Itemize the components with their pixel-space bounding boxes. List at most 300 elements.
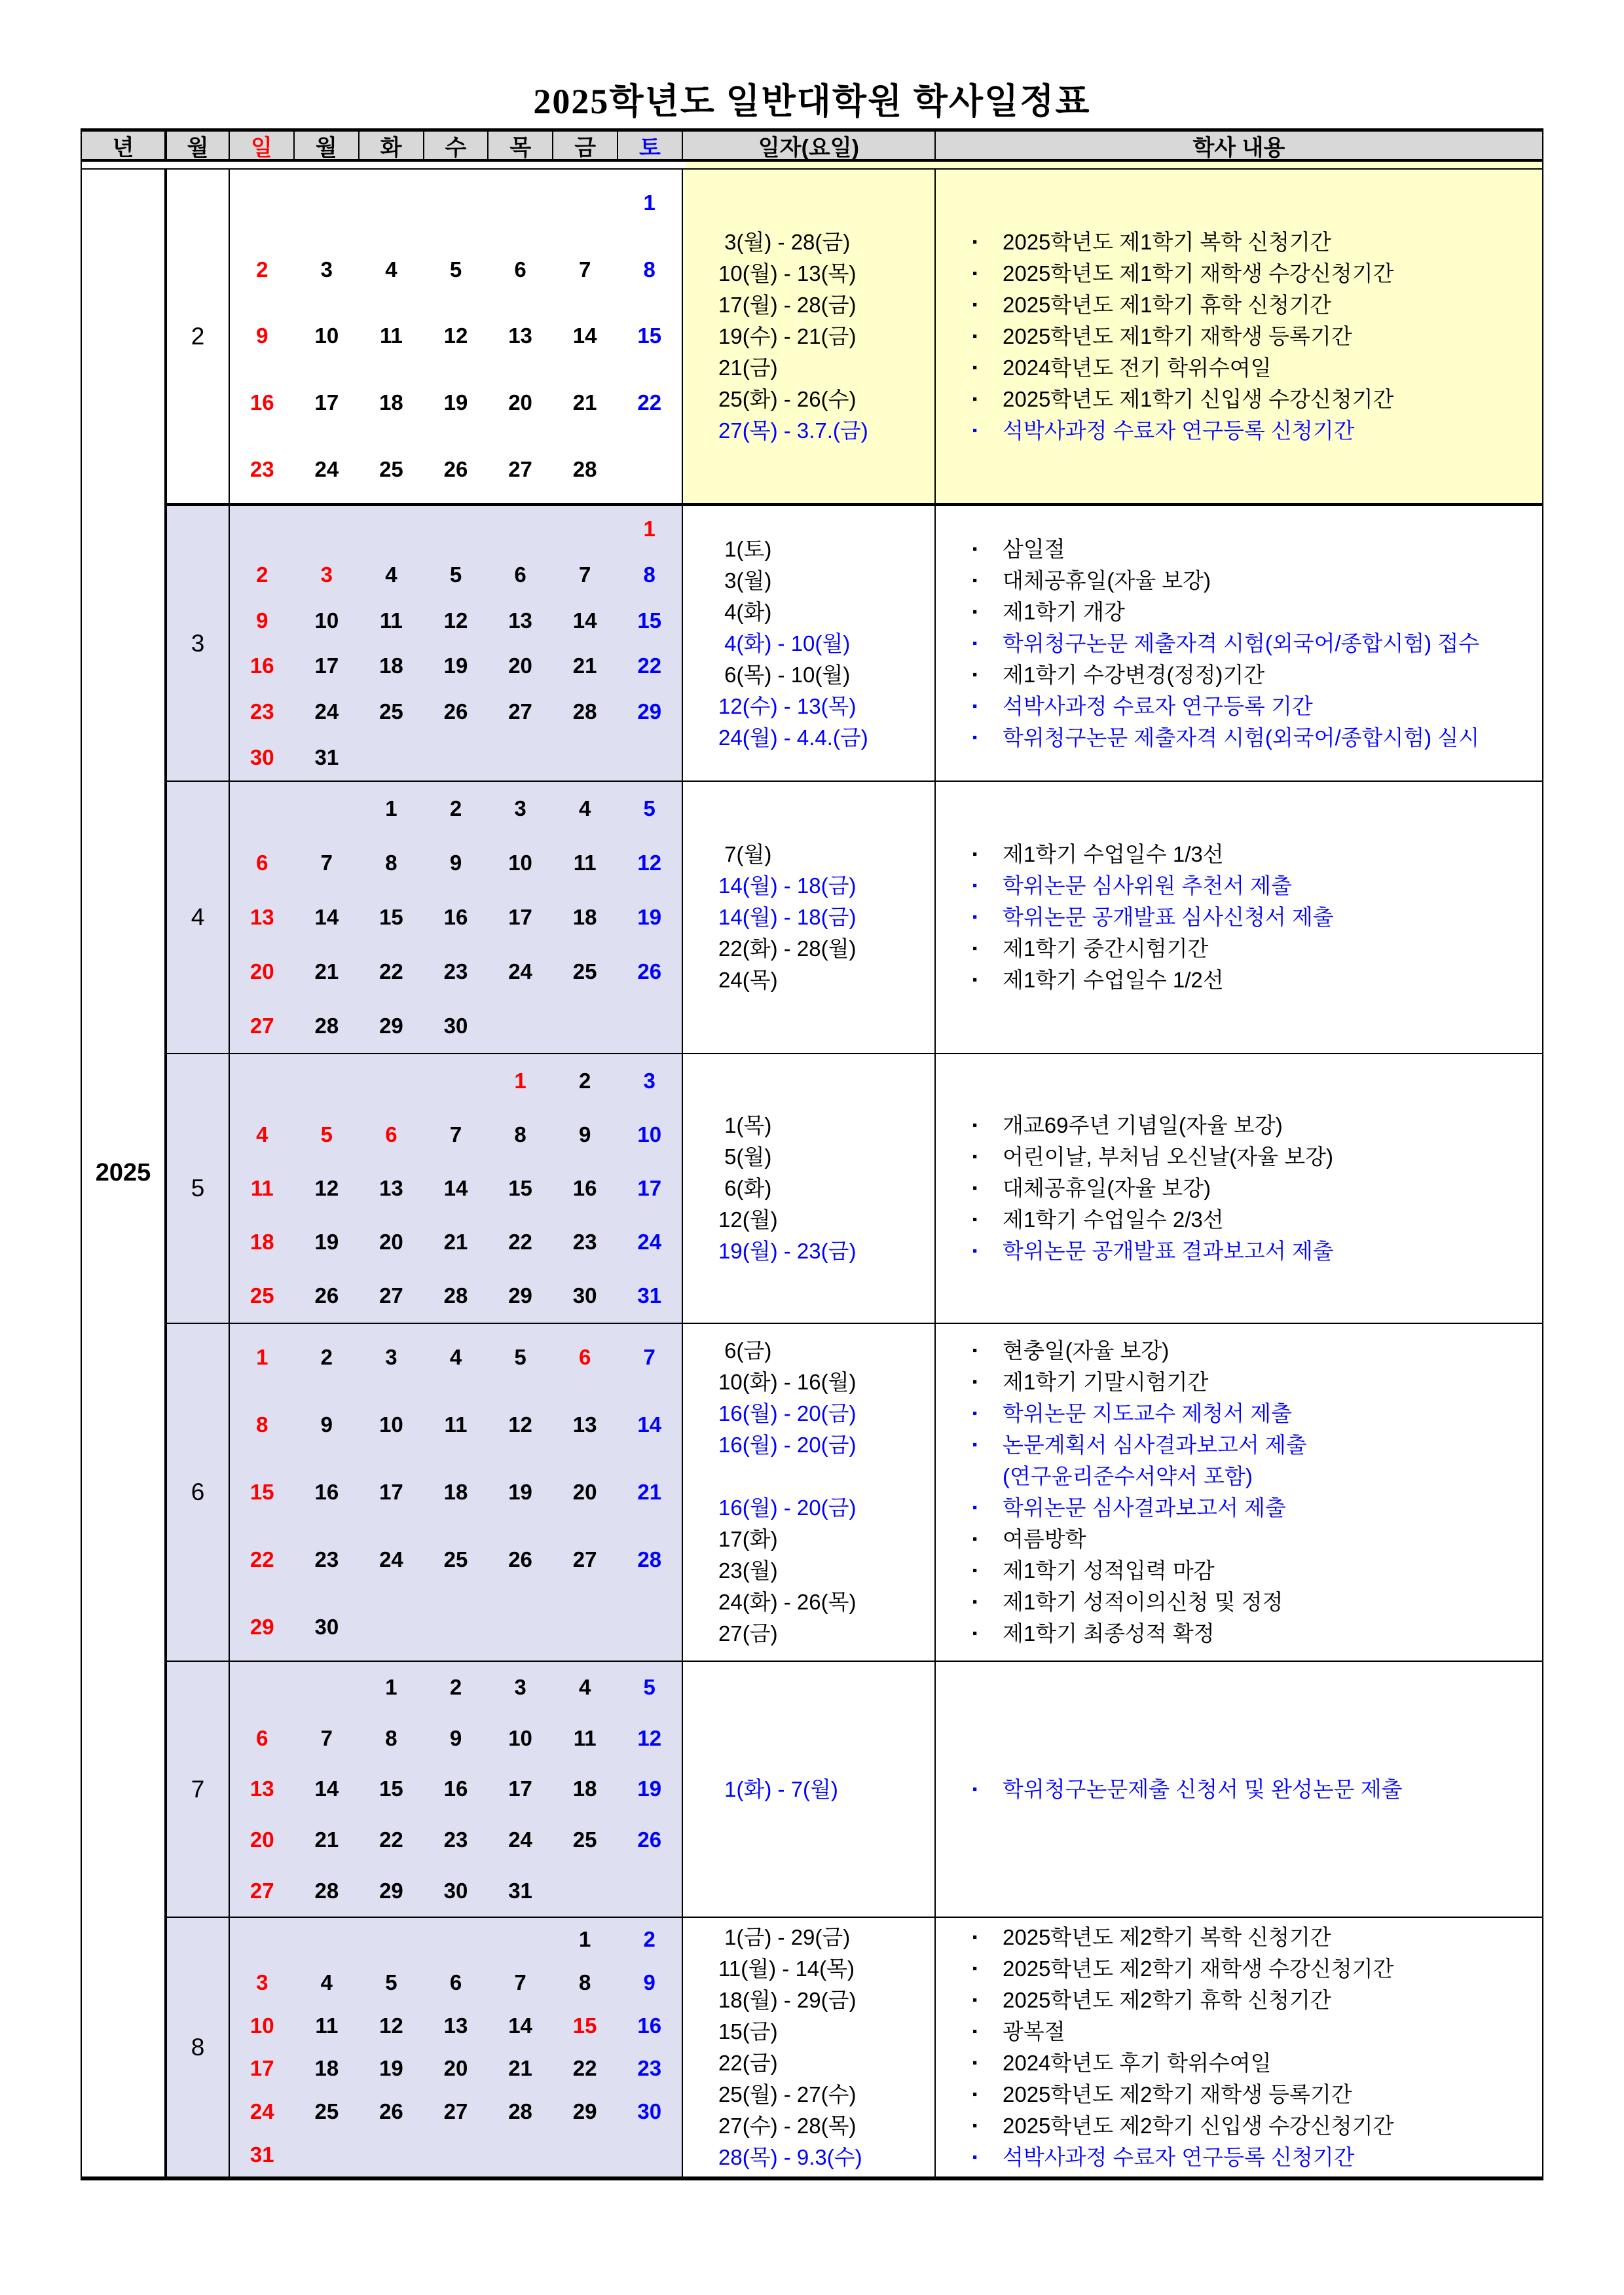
schedule-content (936, 2110, 1542, 2142)
calendar-day: 1 (385, 1674, 397, 1699)
calendar-day: 25 (572, 959, 597, 983)
months-column (167, 170, 1542, 2176)
calendar-day: 26 (379, 2099, 403, 2124)
calendar-day-empty (553, 506, 618, 552)
month-label: 8 (167, 1918, 230, 2176)
calendar-day: 13 (508, 608, 532, 633)
calendar-day: 12 (637, 851, 662, 875)
schedule-text: 학위논문 공개발표 결과보고서 제출 (1003, 1239, 1334, 1263)
calendar-day: 10 (508, 1725, 532, 1750)
calendar-day: 12 (379, 2013, 403, 2038)
calendar-day: 7 (449, 1122, 462, 1147)
mini-calendar (230, 506, 683, 780)
schedule-date: 10(화) - 16(월) (718, 1370, 857, 1394)
schedule-row (683, 321, 1542, 352)
calendar-day: 11 (444, 1412, 468, 1437)
schedule-text: 제1학기 최종성적 확정 (1003, 1621, 1215, 1645)
calendar-day: 30 (314, 1614, 339, 1639)
calendar-day: 2 (643, 1926, 655, 1951)
schedule-date: 15(금) (718, 2019, 778, 2044)
schedule-line (972, 2079, 1536, 2110)
schedule-line (972, 839, 1536, 870)
schedule-row (683, 902, 1542, 933)
schedule-date: 1(화) - 7(월) (718, 1776, 838, 1801)
calendar-day: 15 (572, 2013, 597, 2038)
calendar-day: 3 (643, 1069, 655, 1093)
schedule-section (683, 1054, 1542, 1323)
calendar-day: 20 (249, 1827, 274, 1852)
schedule-date: 1(토) (718, 536, 772, 561)
calendar-day: 21 (443, 1230, 468, 1254)
schedule-text: 제1학기 수강변경(정정)기간 (1003, 662, 1265, 687)
schedule-text: 2025학년도 제2학기 재학생 등록기간 (1003, 2082, 1352, 2106)
schedule-row (683, 2142, 1542, 2173)
schedule-text: 2025학년도 제2학기 복학 신청기간 (1003, 1924, 1331, 1949)
schedule-row (683, 1922, 1542, 1953)
schedule-date: 1(금) - 29(금) (718, 1924, 851, 1949)
calendar-day: 20 (572, 1479, 597, 1504)
calendar-day-empty (424, 170, 489, 236)
schedule-content (936, 1110, 1542, 1141)
schedule-row (683, 384, 1542, 415)
schedule-text: 제1학기 기말시험기간 (1003, 1370, 1209, 1394)
calendar-day: 26 (443, 457, 468, 482)
schedule-content (936, 659, 1542, 691)
mini-calendar (230, 1918, 683, 2176)
calendar-day: 8 (643, 562, 655, 587)
calendar-day: 16 (314, 1479, 339, 1504)
calendar-grid (230, 1918, 682, 2176)
schedule-line (972, 597, 1536, 628)
schedule-content (936, 933, 1542, 964)
calendar-day: 14 (314, 1776, 339, 1801)
schedule-line (972, 1555, 1536, 1587)
schedule-date: 16(월) - 20(금) (718, 1433, 857, 1457)
bullet-icon: ▪ (972, 729, 978, 745)
calendar-day-empty (359, 1918, 424, 1961)
calendar-day: 16 (572, 1176, 597, 1200)
calendar-day: 10 (508, 851, 532, 875)
calendar-day-empty (359, 1054, 424, 1108)
schedule-content (936, 964, 1542, 996)
calendar-day: 16 (637, 2013, 662, 2038)
month-label: 6 (167, 1324, 230, 1661)
schedule-text: 어린이날, 부처님 오신날(자율 보강) (1003, 1145, 1333, 1169)
schedule-list (683, 1335, 1542, 1649)
schedule-line (972, 1110, 1536, 1141)
schedule-text: 제1학기 성적이의신청 및 정정 (1003, 1590, 1283, 1614)
schedule-row (683, 1335, 1542, 1367)
date-content-divider (934, 1324, 936, 1661)
calendar-grid (230, 1054, 682, 1323)
calendar-day: 19 (443, 390, 468, 415)
schedule-section (683, 1918, 1542, 2176)
schedule-list (683, 534, 1542, 754)
calendar-day: 25 (572, 1827, 597, 1852)
schedule-line (972, 1953, 1536, 1985)
schedule-text: 2025학년도 제2학기 신입생 수강신청기간 (1003, 2113, 1394, 2138)
month-row (167, 506, 1542, 782)
schedule-text: 학위논문 지도교수 제청서 제출 (1003, 1401, 1292, 1425)
calendar-day: 7 (643, 1345, 655, 1370)
schedule-list (683, 1922, 1542, 2173)
calendar-day: 17 (314, 653, 339, 678)
bullet-icon: ▪ (972, 667, 978, 682)
calendar-day-empty (295, 170, 360, 236)
calendar-day: 21 (572, 653, 597, 678)
schedule-list (683, 839, 1542, 996)
header-cell-tuesday: 화 (360, 132, 424, 159)
schedule-text: 광복절 (1003, 2019, 1065, 2044)
schedule-date: 12(월) (718, 1207, 778, 1232)
bullet-icon: ▪ (972, 572, 978, 588)
schedule-text: 제1학기 중간시험기간 (1003, 936, 1209, 961)
calendar-day: 17 (508, 904, 532, 929)
schedule-date: 28(목) - 9.3(수) (718, 2144, 862, 2169)
schedule-date: 14(월) - 18(금) (718, 905, 857, 929)
schedule-row (683, 2079, 1542, 2110)
calendar-day: 25 (314, 2099, 339, 2124)
schedule-row (683, 722, 1542, 754)
calendar-day: 18 (379, 653, 403, 678)
bullet-icon: ▪ (972, 297, 978, 312)
calendar-day: 8 (578, 1970, 591, 1994)
calendar-day: 17 (379, 1479, 403, 1504)
calendar-day: 13 (443, 2013, 468, 2038)
calendar-day: 22 (379, 1827, 403, 1852)
calendar-day: 2 (256, 562, 268, 587)
calendar-day: 11 (573, 851, 597, 875)
schedule-text: 석박사과정 수료자 연구등록 신청기간 (1003, 2144, 1355, 2169)
schedule-text: 개교69주년 기념일(자율 보강) (1003, 1113, 1283, 1137)
calendar-day: 7 (578, 562, 591, 587)
schedule-row (683, 870, 1542, 902)
calendar-day: 19 (443, 653, 468, 678)
calendar-day-empty (359, 170, 424, 236)
calendar-day: 2 (449, 1674, 462, 1699)
calendar-day: 13 (249, 1776, 274, 1801)
schedule-list (683, 1110, 1542, 1267)
month-label: 4 (167, 782, 230, 1053)
calendar-day: 18 (314, 2056, 339, 2081)
schedule-row (683, 1985, 1542, 2016)
schedule-date: 17(월) - 28(금) (718, 292, 857, 317)
calendar-day: 1 (578, 1926, 591, 1951)
schedule-section (683, 1662, 1542, 1917)
schedule-content (936, 1587, 1542, 1618)
schedule-line (972, 321, 1536, 352)
schedule-row (683, 2047, 1542, 2079)
mini-calendar (230, 1324, 683, 1661)
schedule-row (683, 227, 1542, 258)
calendar-day: 11 (250, 1176, 274, 1200)
calendar-day: 20 (443, 2056, 468, 2081)
schedule-content (936, 1429, 1542, 1492)
schedule-date: 24(화) - 26(목) (718, 1590, 857, 1614)
bullet-icon: ▪ (972, 1118, 978, 1133)
calendar-day: 13 (508, 323, 532, 348)
calendar-grid (230, 1662, 682, 1917)
calendar-day: 31 (508, 1879, 532, 1903)
calendar-day-empty (230, 782, 295, 836)
schedule-line (972, 258, 1536, 289)
calendar-day-empty (230, 506, 295, 552)
schedule-text: 현충일(자율 보강) (1003, 1338, 1170, 1363)
calendar-day: 15 (508, 1176, 532, 1200)
schedule-text: 제1학기 수업일수 2/3선 (1003, 1207, 1224, 1232)
table-body (82, 170, 1542, 2176)
schedule-row (683, 2110, 1542, 2142)
schedule-text: 학위논문 심사위원 추천서 제출 (1003, 873, 1292, 898)
schedule-line (972, 1985, 1536, 2016)
calendar-day: 17 (314, 390, 339, 415)
schedule-text: 대체공휴일(자율 보강) (1003, 568, 1211, 593)
calendar-day: 28 (314, 1013, 339, 1038)
schedule-section (683, 506, 1542, 780)
schedule-content (936, 2079, 1542, 2110)
schedule-line (972, 933, 1536, 964)
calendar-day: 12 (443, 323, 468, 348)
calendar-day: 28 (508, 2099, 532, 2124)
schedule-row (683, 597, 1542, 628)
header-cell-sunday: 일 (230, 132, 295, 159)
schedule-content (936, 1173, 1542, 1204)
schedule-line (972, 1335, 1536, 1367)
calendar-day: 24 (249, 2099, 274, 2124)
calendar-day: 15 (637, 323, 662, 348)
calendar-day-empty (295, 782, 360, 836)
schedule-section (683, 782, 1542, 1053)
bullet-icon: ▪ (972, 878, 978, 893)
calendar-day: 28 (443, 1283, 468, 1308)
schedule-content (936, 258, 1542, 289)
schedule-content (936, 1618, 1542, 1649)
bullet-icon: ▪ (972, 328, 978, 344)
calendar-day: 1 (643, 190, 655, 215)
schedule-date: 17(화) (718, 1527, 778, 1551)
header-cell-wednesday: 수 (424, 132, 489, 159)
calendar-day: 5 (643, 796, 655, 821)
date-content-divider (934, 782, 936, 1053)
bullet-icon: ▪ (972, 1149, 978, 1164)
calendar-day: 3 (320, 257, 333, 282)
calendar-day: 14 (572, 608, 597, 633)
calendar-day: 21 (314, 1827, 339, 1852)
calendar-day-empty (424, 1054, 489, 1108)
calendar-day: 6 (514, 257, 526, 282)
bullet-icon: ▪ (972, 1343, 978, 1358)
calendar-day: 27 (249, 1013, 274, 1038)
calendar-day: 18 (572, 1776, 597, 1801)
schedule-text: 학위논문 공개발표 심사신청서 제출 (1003, 905, 1334, 929)
schedule-text: 2025학년도 제1학기 휴학 신청기간 (1003, 292, 1331, 317)
bullet-icon: ▪ (972, 604, 978, 619)
year-cell: 2025 (82, 170, 167, 2176)
calendar-day: 8 (514, 1122, 526, 1147)
bullet-icon: ▪ (972, 2055, 978, 2070)
schedule-row (683, 628, 1542, 659)
schedule-date: 18(월) - 29(금) (718, 1987, 857, 2012)
calendar-day: 21 (314, 959, 339, 983)
calendar-day: 25 (443, 1547, 468, 1571)
schedule-text: 논문계획서 심사결과보고서 제출 (1003, 1433, 1307, 1457)
schedule-line (972, 1204, 1536, 1236)
month-row (167, 170, 1542, 506)
mini-calendar (230, 1662, 683, 1917)
schedule-line (972, 722, 1536, 754)
schedule-content (936, 534, 1542, 565)
bullet-icon: ▪ (972, 1960, 978, 1976)
calendar-day: 24 (379, 1547, 403, 1571)
calendar-day: 18 (379, 390, 403, 415)
calendar-day: 25 (379, 699, 403, 724)
schedule-content (936, 2142, 1542, 2173)
schedule-row (683, 1953, 1542, 1985)
schedule-line (972, 2047, 1536, 2079)
calendar-day: 5 (385, 1970, 397, 1994)
calendar-day: 19 (508, 1479, 532, 1504)
schedule-date: 24(목) (718, 968, 778, 992)
schedule-text: 2025학년도 제1학기 신입생 수강신청기간 (1003, 386, 1394, 411)
schedule-line (972, 964, 1536, 996)
schedule-row (683, 1398, 1542, 1429)
schedule-content (936, 1922, 1542, 1953)
schedule-date: 16(월) - 20(금) (718, 1401, 857, 1425)
calendar-day: 15 (379, 904, 403, 929)
date-content-divider (934, 1662, 936, 1917)
calendar-day: 20 (508, 653, 532, 678)
bullet-icon: ▪ (972, 1594, 978, 1609)
schedule-row (683, 839, 1542, 870)
calendar-day: 20 (508, 390, 532, 415)
calendar-day: 16 (443, 1776, 468, 1801)
calendar-day: 5 (514, 1345, 526, 1370)
calendar-day: 26 (508, 1547, 532, 1571)
calendar-day: 12 (637, 1725, 662, 1750)
schedule-content (936, 1985, 1542, 2016)
calendar-day: 22 (637, 390, 662, 415)
calendar-grid (230, 506, 682, 780)
calendar-day-empty (295, 1054, 360, 1108)
schedule-content (936, 384, 1542, 415)
schedule-content (936, 1555, 1542, 1587)
schedule-content (936, 870, 1542, 902)
schedule-line (972, 2142, 1536, 2173)
schedule-row (683, 1173, 1542, 1204)
schedule-line (972, 1173, 1536, 1204)
schedule-content (936, 1204, 1542, 1236)
schedule-date: 10(월) - 13(목) (718, 261, 857, 285)
header-cell-friday: 금 (553, 132, 618, 159)
calendar-day: 22 (379, 959, 403, 983)
calendar-day-empty (553, 170, 618, 236)
calendar-day: 7 (320, 851, 333, 875)
bullet-icon: ▪ (972, 1181, 978, 1196)
calendar-day: 25 (249, 1283, 274, 1308)
schedule-date: 22(화) - 28(월) (718, 936, 857, 961)
bullet-icon: ▪ (972, 1532, 978, 1547)
schedule-date: 24(월) - 4.4.(금) (718, 725, 868, 750)
schedule-content (936, 839, 1542, 870)
bullet-icon: ▪ (972, 909, 978, 925)
calendar-day: 22 (637, 653, 662, 678)
schedule-date: 6(목) - 10(월) (718, 662, 851, 687)
calendar-day: 9 (449, 851, 462, 875)
schedule-row (683, 258, 1542, 289)
schedule-content (936, 1367, 1542, 1398)
calendar-day: 9 (578, 1122, 591, 1147)
bullet-icon: ▪ (972, 422, 978, 438)
calendar-day: 21 (508, 2056, 532, 2081)
schedule-row (683, 565, 1542, 597)
bullet-icon: ▪ (972, 2023, 978, 2039)
month-row (167, 1918, 1542, 2176)
schedule-row (683, 1524, 1542, 1555)
schedule-line (972, 1618, 1536, 1649)
schedule-row (683, 1110, 1542, 1141)
calendar-day: 8 (643, 257, 655, 282)
schedule-text: 제1학기 개강 (1003, 599, 1125, 624)
bullet-icon: ▪ (972, 1212, 978, 1227)
schedule-date: 19(월) - 23(금) (718, 1239, 857, 1263)
calendar-day: 3 (514, 1674, 526, 1699)
calendar-day: 5 (449, 562, 462, 587)
date-content-divider (934, 1918, 936, 2176)
schedule-date: 23(월) (718, 1558, 778, 1583)
calendar-day: 15 (379, 1776, 403, 1801)
schedule-date: 6(금) (718, 1338, 772, 1363)
schedule-line (972, 1236, 1536, 1267)
schedule-row (683, 1587, 1542, 1618)
bullet-icon: ▪ (972, 1563, 978, 1578)
schedule-row (683, 1618, 1542, 1649)
bullet-icon: ▪ (972, 359, 978, 375)
schedule-text: 제1학기 수업일수 1/3선 (1003, 842, 1224, 866)
schedule-text: 여름방학 (1003, 1527, 1086, 1551)
schedule-date: 11(월) - 14(목) (718, 1956, 855, 1981)
schedule-row (683, 1492, 1542, 1524)
calendar-day-empty (230, 1918, 295, 1961)
schedule-section (683, 1324, 1542, 1661)
calendar-day: 28 (637, 1547, 662, 1571)
schedule-content (936, 1774, 1542, 1805)
schedule-row (683, 1204, 1542, 1236)
calendar-day: 20 (249, 959, 274, 983)
schedule-text: 2025학년도 제1학기 복학 신청기간 (1003, 229, 1331, 254)
schedule-text: 학위논문 심사결과보고서 제출 (1003, 1496, 1286, 1520)
calendar-day: 10 (379, 1412, 403, 1437)
schedule-line (972, 870, 1536, 902)
bullet-icon: ▪ (972, 1437, 978, 1452)
bullet-icon: ▪ (972, 1626, 978, 1641)
calendar-day: 26 (443, 699, 468, 724)
schedule-text: 2025학년도 제1학기 재학생 수강신청기간 (1003, 261, 1394, 285)
calendar-day: 29 (379, 1013, 403, 1038)
calendar-day: 23 (443, 959, 468, 983)
schedule-line (972, 2110, 1536, 2142)
schedule-line (972, 1922, 1536, 1953)
schedule-section (683, 170, 1542, 503)
bullet-icon: ▪ (972, 234, 978, 249)
calendar-day: 24 (508, 959, 532, 983)
calendar-day: 4 (256, 1122, 268, 1147)
calendar-day: 8 (256, 1412, 268, 1437)
schedule-content (936, 902, 1542, 933)
mini-calendar (230, 1054, 683, 1323)
calendar-day: 13 (572, 1412, 597, 1437)
bullet-icon: ▪ (972, 391, 978, 407)
calendar-day: 30 (637, 2099, 662, 2124)
